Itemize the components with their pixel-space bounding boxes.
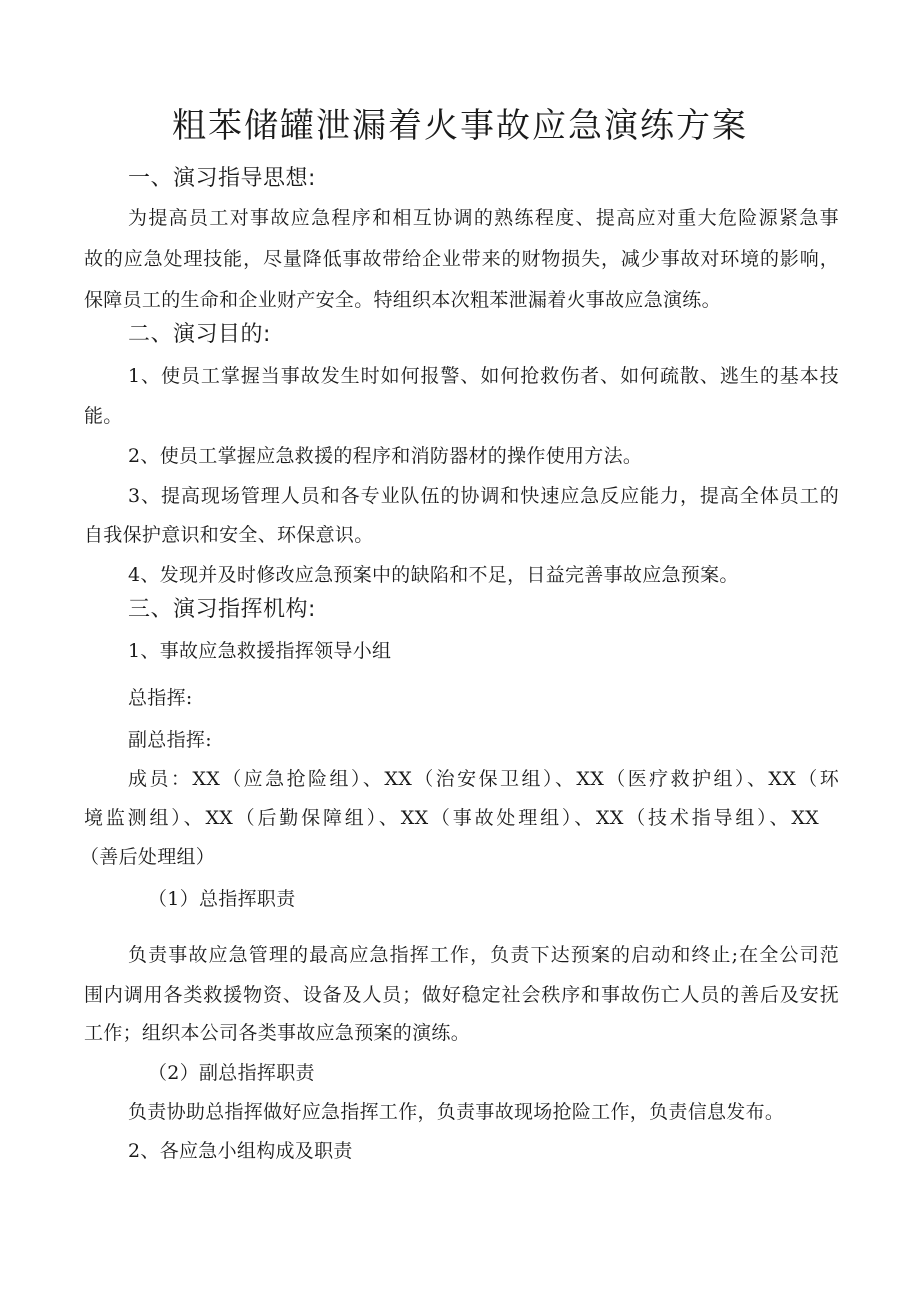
members-line-3: （善后处理组）: [80, 846, 216, 868]
chief-commander-label: 总指挥:: [128, 687, 193, 709]
section3-heading: 三、演习指挥机构:: [128, 597, 316, 622]
duty1-line-1: 负责事故应急管理的最高应急指挥工作，负责下达预案的启动和终止;在全公司范: [128, 944, 839, 966]
section2-item2: 2、使员工掌握应急救援的程序和消防器材的操作使用方法。: [128, 445, 643, 467]
section2-item1-line-1: 1、使员工掌握当事故发生时如何报警、如何抢救伤者、如何疏散、逃生的基本技: [128, 365, 839, 387]
section2-item3-line-1: 3、提高现场管理人员和各专业队伍的协调和快速应急反应能力，提高全体员工的: [128, 485, 839, 507]
section2-item4: 4、发现并及时修改应急预案中的缺陷和不足，日益完善事故应急预案。: [128, 564, 739, 586]
members-line-2: 境监测组）、XX（后勤保障组）、XX（事故处理组）、XX（技术指导组）、XX: [84, 807, 819, 829]
duty2-heading: （2）副总指挥职责: [148, 1062, 315, 1084]
duty2-text: 负责协助总指挥做好应急指挥工作，负责事故现场抢险工作，负责信息发布。: [128, 1101, 785, 1123]
section1-line-2: 故的应急处理技能，尽量降低事故带给企业带来的财物损失，减少事故对环境的影响，: [84, 248, 839, 270]
section3-sub2: 2、各应急小组构成及职责: [128, 1140, 353, 1162]
section3-sub1: 1、事故应急救援指挥领导小组: [128, 640, 392, 662]
members-line-1: 成员：XX（应急抢险组）、XX（治安保卫组）、XX（医疗救护组）、XX（环: [128, 768, 839, 790]
section2-heading: 二、演习目的:: [128, 322, 271, 347]
section1-heading: 一、演习指导思想:: [128, 166, 316, 191]
duty1-heading: （1）总指挥职责: [148, 888, 296, 910]
duty1-line-3: 工作；组织本公司各类事故应急预案的演练。: [84, 1022, 471, 1044]
deputy-commander-label: 副总指挥:: [128, 729, 212, 751]
duty1-line-2: 围内调用各类救援物资、设备及人员；做好稳定社会秩序和事故伤亡人员的善后及安抚: [84, 984, 839, 1006]
section1-line-3: 保障员工的生命和企业财产安全。特组织本次粗苯泄漏着火事故应急演练。: [84, 289, 721, 311]
section1-line-1: 为提高员工对事故应急程序和相互协调的熟练程度、提高应对重大危险源紧急事: [128, 207, 839, 229]
section2-item3-line-2: 自我保护意识和安全、环保意识。: [84, 524, 374, 546]
document-title: 粗苯储罐泄漏着火事故应急演练方案: [172, 106, 748, 146]
section2-item1-line-2: 能。: [84, 405, 123, 427]
